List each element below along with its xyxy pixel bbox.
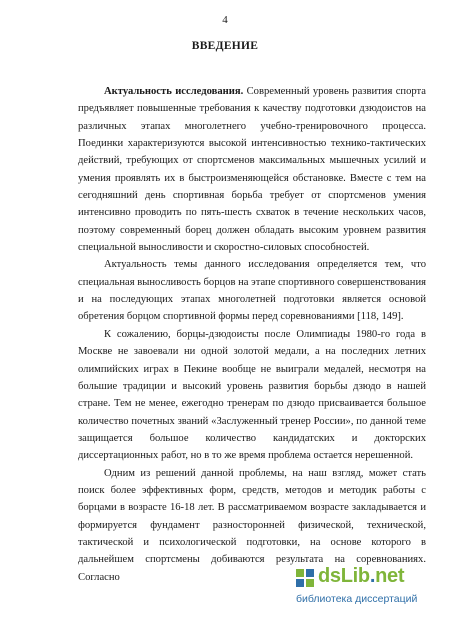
paragraph-1: [78, 83, 426, 256]
body-text: [78, 83, 426, 586]
paragraph-lead: Актуальность исследования.: [104, 86, 244, 97]
watermark[interactable]: [296, 563, 436, 609]
paragraph-text: К сожалению, борцы-дзюдоисты после Олимпиады 1980-го года в Москве не завоевали ни одной золотой медали, а на последних летних олимпийских играх в Пекине вообще не выиграли медалей, несмотря на большие традиции и высокий уровень развития борьбы дзюдо в нашей стране. Тем не менее, ежегодно тренерам по дзюдо присваивается большое количество почетных званий «Заслуженный тренер России», по данной теме защищается большое количество кандидатских и докторских диссертационных работ, но в то же время проблема остается нерешенной.: [78, 328, 426, 462]
paragraph-3: [78, 326, 426, 465]
watermark-brand: dsLib.net: [318, 565, 405, 587]
watermark-tagline: библиотека диссертаций: [296, 593, 418, 605]
page-number: 4: [222, 14, 228, 26]
paragraph-text: Одним из решений данной проблемы, на наш взгляд, может стать поиск более эффективных форм, средств, методов и методик работы с борцами в возрасте 16-18 лет. В рассматриваемом возрасте закладывается и формируется фундамент разносторонней физической, технической, тактической и психологической подготовки, на основе которого в дальнейшем спортсмены добиваются результата на соревнованиях. Согласно: [78, 467, 426, 583]
paragraph-text: Актуальность темы данного исследования определяется тем, что специальная выносливость борцов на этапе спортивного совершенствования и на последующих этапах многолетней подготовки является основой обретения борцом спортивной формы перед соревнованиями [118, 149].: [78, 259, 426, 323]
paragraph-text: Современный уровень развития спорта предъявляет повышенные требования к качеству подготовки дзюдоистов на различных этапах многолетнего учебно-тренировочного процесса. Поединки характеризуются высокой интенсивностью технико-тактических действий, требующих от спортсменов максимальных мышечных усилий и умения проявлять их в быстроизменяющейся обстановке. Вместе с тем на сегодняшний день спортивная борьба требует от спортсменов умения интенсивно проводить по пять-шесть схваток в течение нескольких часов, поэтому современный борец должен обладать высоким уровнем развития специальной выносливости и скоростно-силовых способностей.: [78, 86, 426, 254]
dslib-logo-icon: [296, 569, 314, 587]
page-heading: ВВЕДЕНИЕ: [191, 40, 259, 52]
paragraph-2: [78, 256, 426, 325]
